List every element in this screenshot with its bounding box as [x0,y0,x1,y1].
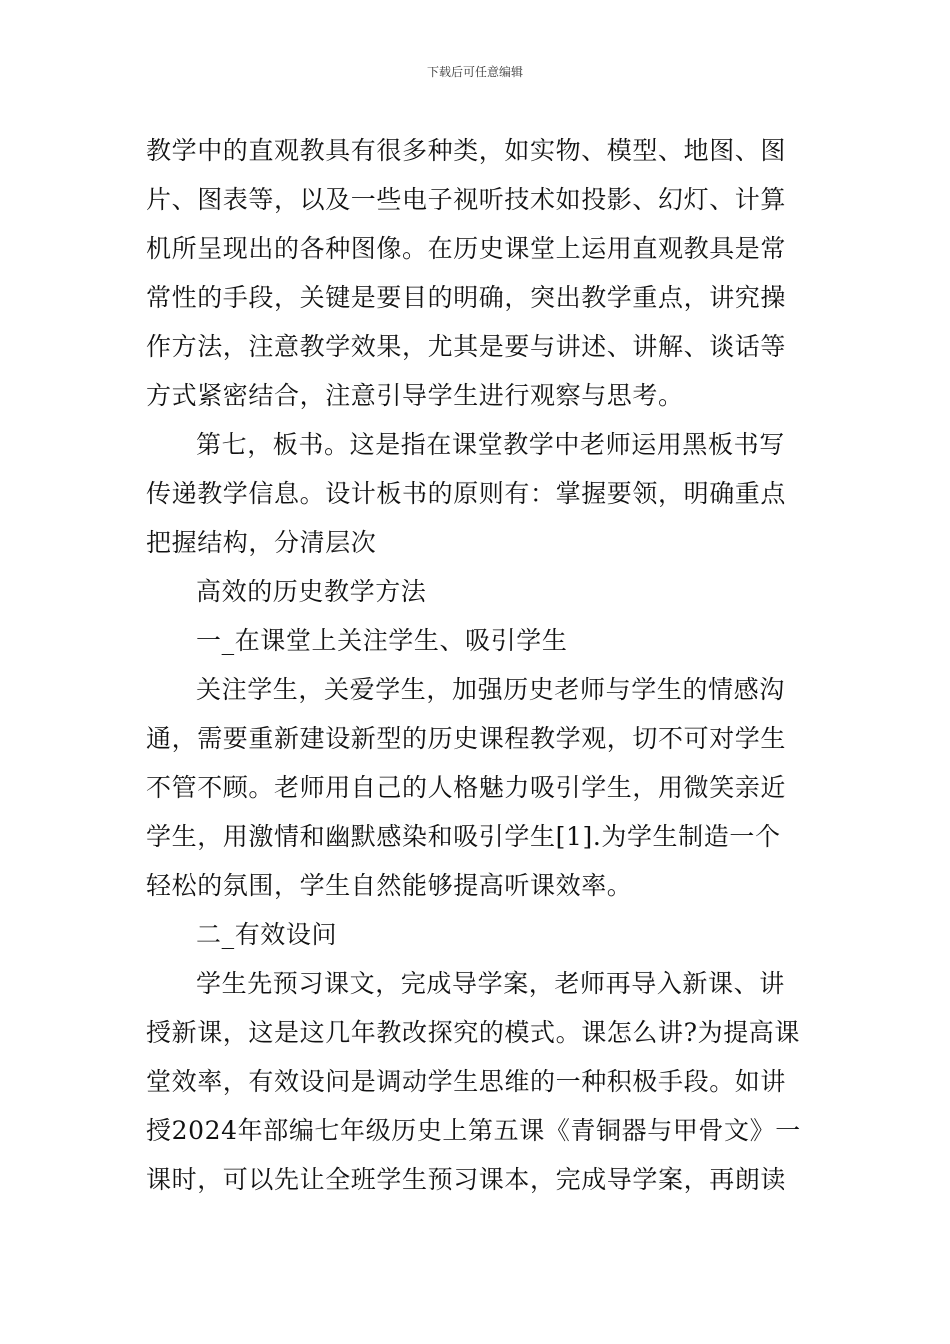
page-header: 下载后可任意编辑 [426,65,523,79]
paragraph-start-line: 关注学生，关爱学生，加强历史老师与学生的情感沟 [196,675,785,704]
text-line: 传递教学信息。设计板书的原则有：掌握要领，明确重点 [146,479,787,508]
text-line: 教学中的直观教具有很多种类，如实物、模型、地图、图 [146,136,787,165]
text-line: 堂效率，有效设问是调动学生思维的一种积极手段。如讲 [146,1067,787,1096]
subsection-heading-2: 二_有效设问 [196,920,338,949]
paragraph-start-line: 第七，板书。这是指在课堂教学中老师运用黑板书写 [196,430,785,459]
text-line: 片、图表等，以及一些电子视听技术如投影、幻灯、计算 [146,185,787,214]
text-line: 授2024年部编七年级历史上第五课《青铜器与甲骨文》一 [146,1116,801,1145]
text-line: 通，需要重新建设新型的历史课程教学观，切不可对学生 [146,724,787,753]
document-body [146,126,808,1204]
text-line: 把握结构，分清层次 [146,528,377,557]
section-heading: 高效的历史教学方法 [196,577,427,606]
text-line: 常性的手段，关键是要目的明确，突出教学重点，讲究操 [146,283,787,312]
text-line: 不管不顾。老师用自己的人格魅力吸引学生，用微笑亲近 [146,773,787,802]
paragraph-start-line: 学生先预习课文，完成导学案，老师再导入新课、讲 [196,969,785,998]
text-line: 机所呈现出的各种图像。在历史课堂上运用直观教具是常 [146,234,787,263]
text-line: 课时，可以先让全班学生预习课本，完成导学案，再朗读 [146,1165,787,1194]
text-line: 学生，用激情和幽默感染和吸引学生[1].为学生制造一个 [146,822,781,851]
subsection-heading-1: 一_在课堂上关注学生、吸引学生 [196,626,568,655]
text-line: 轻松的氛围，学生自然能够提高听课效率。 [146,871,633,900]
text-line: 方式紧密结合，注意引导学生进行观察与思考。 [146,381,684,410]
text-line: 授新课，这是这几年教改探究的模式。课怎么讲?为提高课 [146,1018,801,1047]
text-line: 作方法，注意教学效果，尤其是要与讲述、讲解、谈话等 [146,332,787,361]
